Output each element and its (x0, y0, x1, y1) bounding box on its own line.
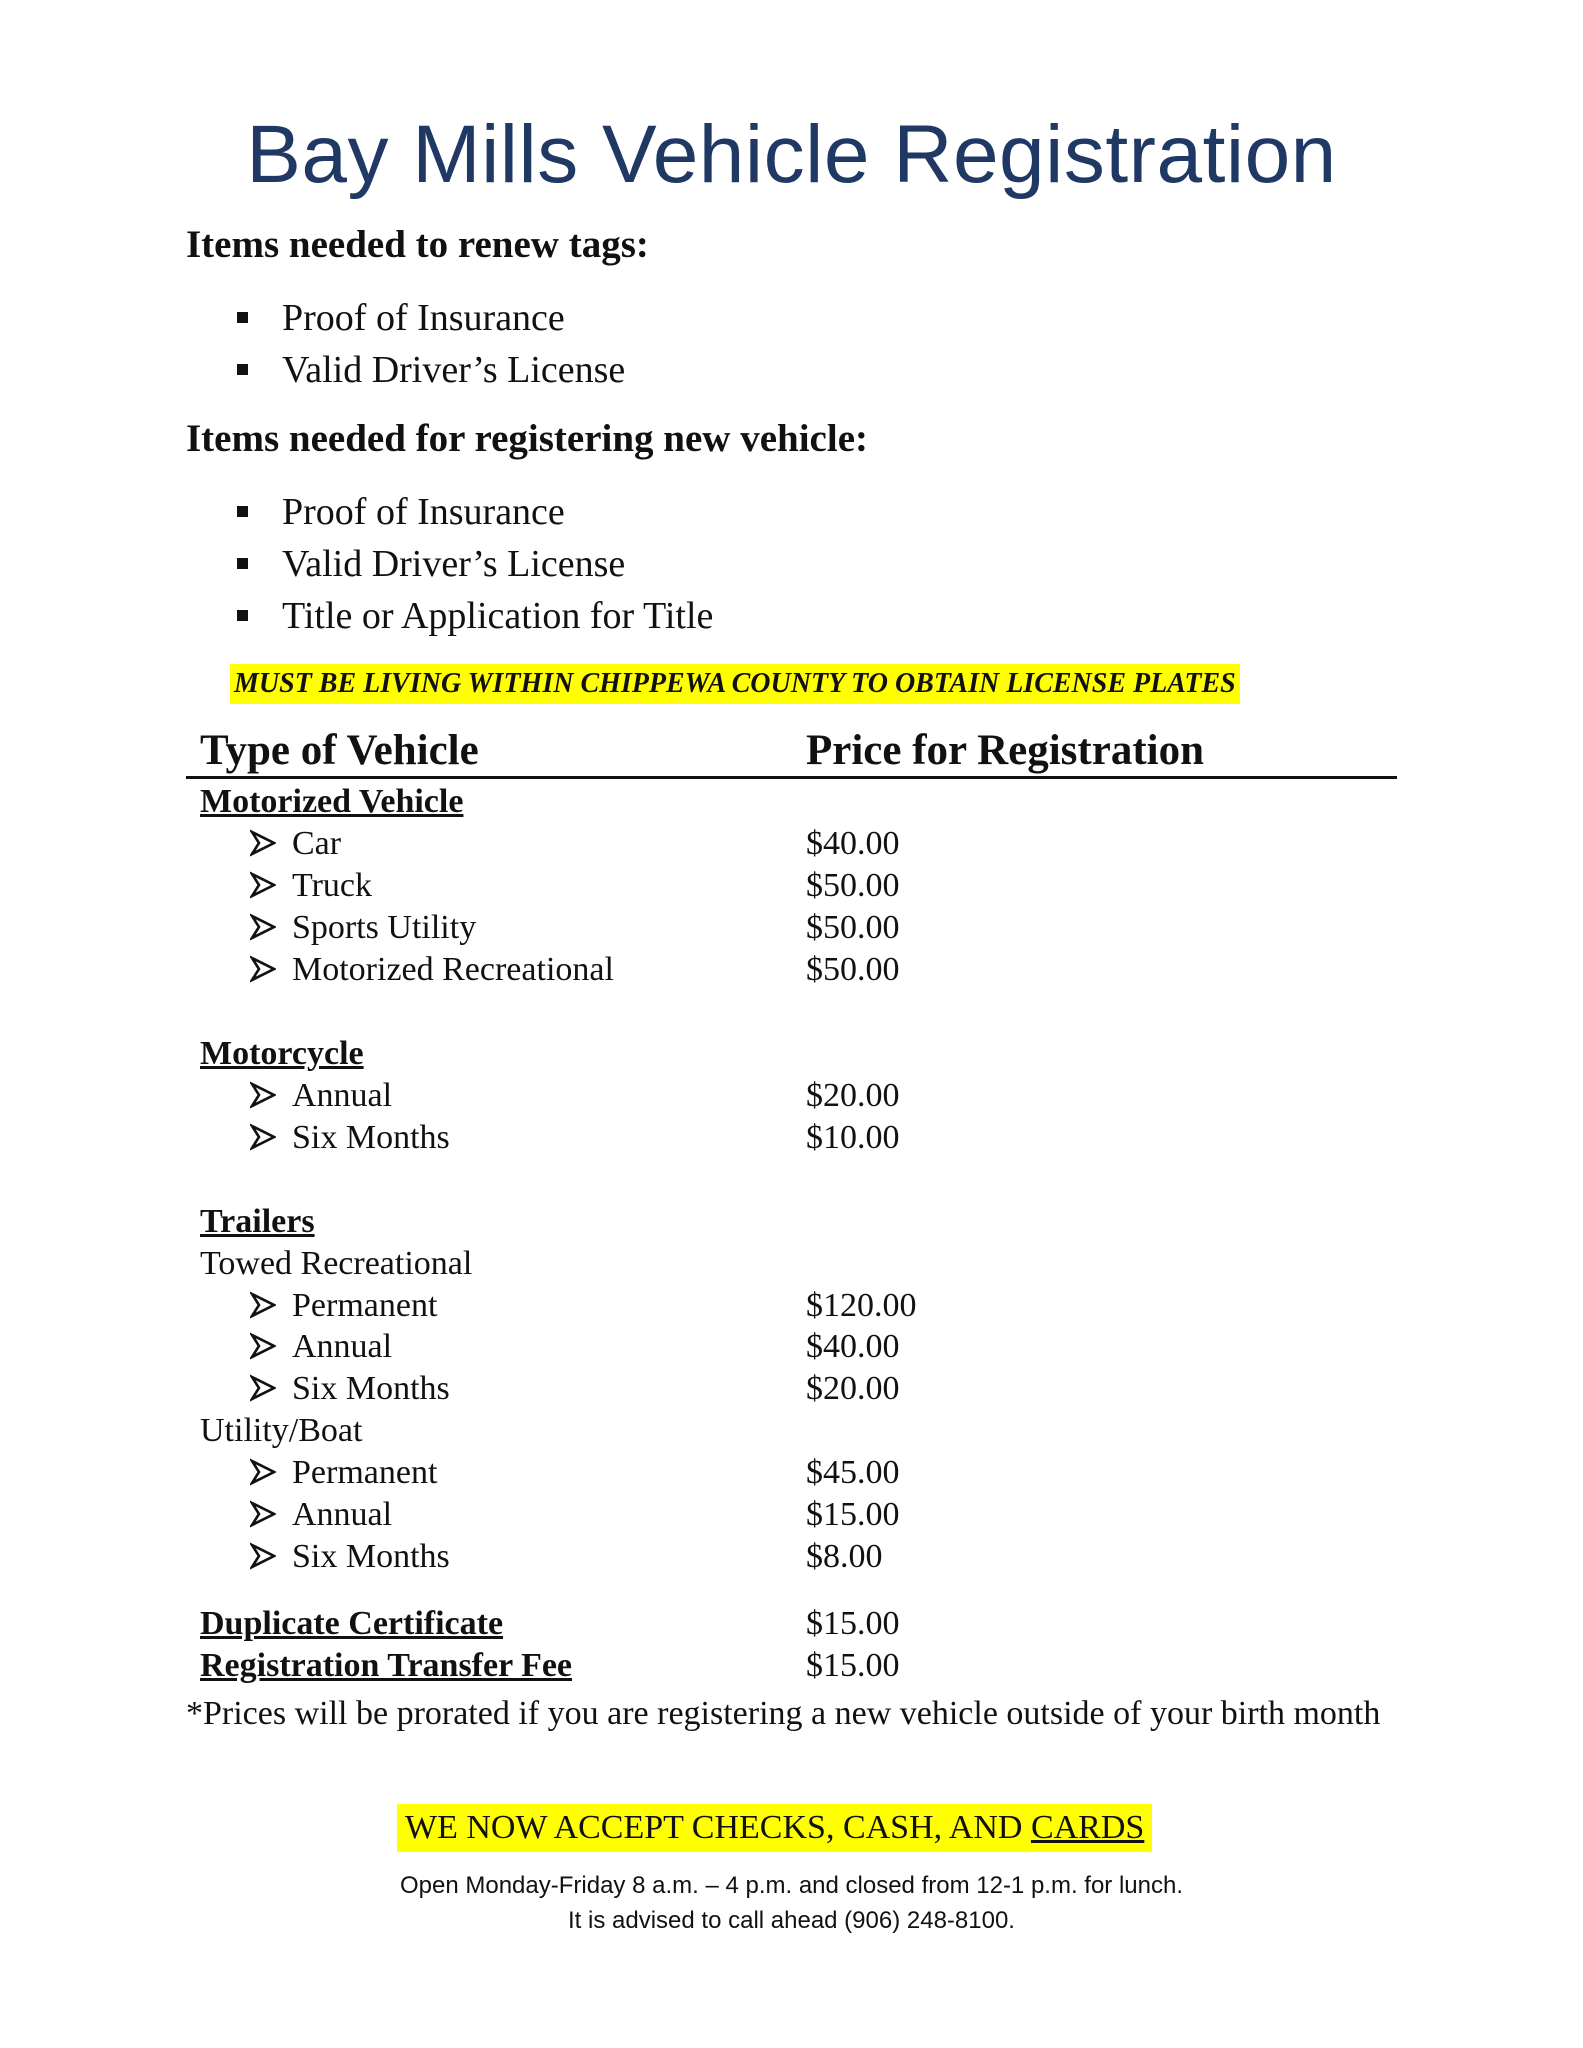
row-label: Duplicate Certificate (200, 1605, 504, 1642)
row-label: Annual (292, 1328, 393, 1365)
category-label: Motorcycle (200, 1035, 364, 1072)
table-row (0, 1326, 1583, 1368)
row-price: $15.00 (806, 1605, 900, 1642)
table-row (0, 1603, 1583, 1645)
arrow-bullet-icon (250, 1332, 276, 1360)
subcategory-row (0, 1243, 1583, 1285)
category-row (0, 781, 1583, 823)
row-price: $20.00 (806, 1077, 900, 1114)
arrow-bullet-icon (250, 871, 276, 899)
subcategory-label: Towed Recreational (200, 1245, 473, 1282)
row-label: Six Months (292, 1370, 450, 1407)
arrow-bullet-icon (250, 1500, 276, 1528)
row-price: $50.00 (806, 951, 900, 988)
arrow-bullet-icon (250, 913, 276, 941)
row-label: Truck (292, 867, 372, 904)
arrow-bullet-icon (250, 1291, 276, 1319)
category-row (0, 1033, 1583, 1075)
row-price: $8.00 (806, 1538, 883, 1575)
table-row (0, 949, 1583, 991)
column-header-type: Type of Vehicle (200, 727, 479, 774)
table-row (0, 865, 1583, 907)
arrow-bullet-icon (250, 829, 276, 857)
square-bullet-icon (237, 364, 248, 375)
row-price: $50.00 (806, 909, 900, 946)
table-row (0, 1536, 1583, 1578)
subcategory-row (0, 1410, 1583, 1452)
row-price: $15.00 (806, 1647, 900, 1684)
arrow-bullet-icon (250, 1542, 276, 1570)
subcategory-label: Utility/Boat (200, 1412, 363, 1449)
row-price: $120.00 (806, 1287, 917, 1324)
row-label: Six Months (292, 1538, 450, 1575)
row-price: $50.00 (806, 867, 900, 904)
payment-banner (397, 1804, 1152, 1852)
table-row (0, 1285, 1583, 1327)
square-bullet-icon (237, 312, 248, 323)
category-row (0, 1201, 1583, 1243)
category-label: Motorized Vehicle (200, 783, 464, 820)
table-row (0, 1452, 1583, 1494)
table-row (0, 1645, 1583, 1687)
row-label: Sports Utility (292, 909, 477, 946)
square-bullet-icon (237, 610, 248, 621)
row-label: Motorized Recreational (292, 951, 614, 988)
payment-text: WE NOW ACCEPT CHECKS, CASH, AND (405, 1809, 1031, 1846)
row-label: Annual (292, 1496, 393, 1533)
residency-notice: MUST BE LIVING WITHIN CHIPPEWA COUNTY TO OBTAIN LICENSE PLATES (230, 664, 1240, 704)
row-label: Six Months (292, 1119, 450, 1156)
document-page: Bay Mills Vehicle Registration Items needed to renew tags: Proof of Insurance Valid Driver’s License Items needed for registering new vehicle: Proof of Insurance Valid Driver’s License Title or Application for Title MUST BE LIVING WITHIN CHIPPEWA COUNTY TO OBTAIN LICENSE PLATES Type of Vehicle Price for Registration Motorized Vehicle Car $40.00 Truck $50.00 Sports Utility $50.00 Motorized Recreational $50.00 Motorcycle Annual $20.00 Six Months $10.00 Trailers Towed Recreational Permanent $120.00 Annual $40.00 Six Months $20.00 Utility/Boat Permanent $45.00 Annual $15.00 Six Months $8.00 Duplicate Certificate $15.00 Registration Transfer Fee $15.00 *Prices will be prorated if you are registering a new vehicle outside of your birth month WE NOW ACCEPT CHECKS, CASH, AND CARDS Open Monday-Friday 8 a.m. – 4 p.m. and closed from 12-1 p.m. for lunch. It is advised to call ahead (906) 248-8100. (0, 0, 1583, 2048)
arrow-bullet-icon (250, 1374, 276, 1402)
table-row (0, 1075, 1583, 1117)
row-price: $40.00 (806, 1328, 900, 1365)
renew-heading: Items needed to renew tags: (186, 223, 649, 266)
proration-footnote: *Prices will be prorated if you are registering a new vehicle outside of your birth month (186, 1695, 1381, 1732)
square-bullet-icon (237, 506, 248, 517)
row-price: $20.00 (806, 1370, 900, 1407)
column-header-price: Price for Registration (806, 727, 1205, 774)
row-label: Annual (292, 1077, 393, 1114)
row-label: Registration Transfer Fee (200, 1647, 573, 1684)
table-row (0, 907, 1583, 949)
row-label: Permanent (292, 1454, 438, 1491)
row-price: $10.00 (806, 1119, 900, 1156)
table-row (0, 1117, 1583, 1159)
table-row (0, 1368, 1583, 1410)
header-rule (186, 776, 1397, 779)
arrow-bullet-icon (250, 955, 276, 983)
row-price: $45.00 (806, 1454, 900, 1491)
office-hours: Open Monday-Friday 8 a.m. – 4 p.m. and closed from 12-1 p.m. for lunch. (399, 1872, 1184, 1899)
square-bullet-icon (237, 558, 248, 569)
table-row (0, 1494, 1583, 1536)
table-row (0, 823, 1583, 865)
arrow-bullet-icon (250, 1123, 276, 1151)
page-title: Bay Mills Vehicle Registration (246, 109, 1337, 200)
call-ahead-note: It is advised to call ahead (906) 248-8100. (568, 1907, 1015, 1934)
arrow-bullet-icon (250, 1458, 276, 1486)
row-price: $40.00 (806, 825, 900, 862)
arrow-bullet-icon (250, 1081, 276, 1109)
row-label: Car (292, 825, 342, 862)
new-vehicle-heading: Items needed for registering new vehicle: (186, 417, 868, 460)
category-label: Trailers (200, 1203, 315, 1240)
row-price: $15.00 (806, 1496, 900, 1533)
row-label: Permanent (292, 1287, 438, 1324)
payment-cards-text: CARDS (1030, 1809, 1145, 1846)
